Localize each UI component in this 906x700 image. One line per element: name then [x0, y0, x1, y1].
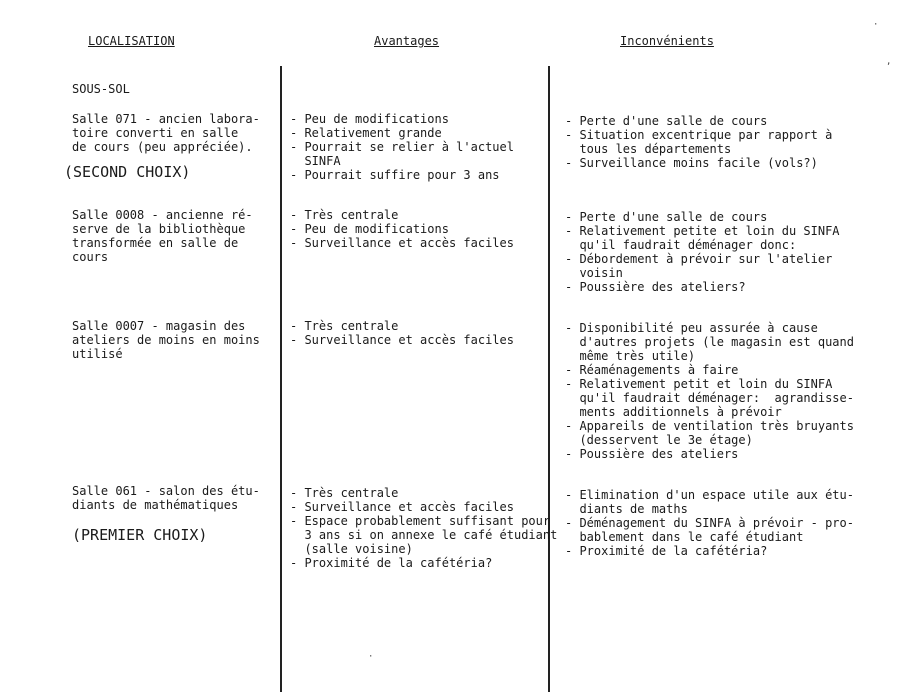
room-advantages: - Très centrale - Surveillance et accès faciles: [290, 319, 514, 347]
room-name: Salle 071 - ancien labora- toire converti en salle de cours (peu appréciée).: [72, 112, 260, 154]
room-disadvantages: - Perte d'une salle de cours - Situation excentrique par rapport à tous les départements - Surveillance moins facile (vols?): [565, 114, 833, 170]
room-choice: (SECOND CHOIX): [64, 163, 191, 181]
header-avantages: Avantages: [374, 34, 440, 48]
section-label: SOUS-SOL: [72, 82, 130, 96]
room-choice: (PREMIER CHOIX): [72, 526, 208, 544]
column-divider-right: [548, 66, 550, 692]
room-name: Salle 0008 - ancienne ré- serve de la bibliothèque transformée en salle de cours: [72, 208, 253, 264]
room-disadvantages: - Elimination d'un espace utile aux étu- diants de maths - Déménagement du SINFA à prévoir - pro- bablement dans le café étudiant - Proximité de la cafétéria?: [565, 488, 854, 558]
room-advantages: - Très centrale - Surveillance et accès faciles - Espace probablement suffisant pour 3 ans si on annexe le café étudiant (salle voisine) - Proximité de la cafétéria?: [290, 486, 558, 570]
room-disadvantages: - Disponibilité peu assurée à cause d'autres projets (le magasin est quand même très utile) - Réaménagements à faire - Relativement petit et loin du SINFA qu'il faudrait déménager: agrandisse- ments additionnels à prévoir - Appareils de ventilation très bruyants (desservent le 3e étage) - Poussière des ateliers: [565, 321, 854, 461]
header-inconvenients: Inconvénients: [620, 34, 714, 48]
room-advantages: - Peu de modifications - Relativement grande - Pourrait se relier à l'actuel SINFA - Pourrait suffire pour 3 ans: [290, 112, 514, 182]
scan-speck: ·: [368, 652, 374, 662]
room-disadvantages: - Perte d'une salle de cours - Relativement petite et loin du SINFA qu'il faudrait déménager donc: - Débordement à prévoir sur l'atelier voisin - Poussière des ateliers?: [565, 210, 840, 294]
room-name: Salle 0007 - magasin des ateliers de moins en moins utilisé: [72, 319, 260, 361]
scan-speck: ·: [873, 20, 879, 30]
room-name: Salle 061 - salon des étu- diants de mathématiques: [72, 484, 260, 512]
room-advantages: - Très centrale - Peu de modifications - Surveillance et accès faciles: [290, 208, 514, 250]
scan-speck: ,: [886, 57, 892, 67]
header-localisation: LOCALISATION: [88, 34, 175, 48]
column-divider-left: [280, 66, 282, 692]
